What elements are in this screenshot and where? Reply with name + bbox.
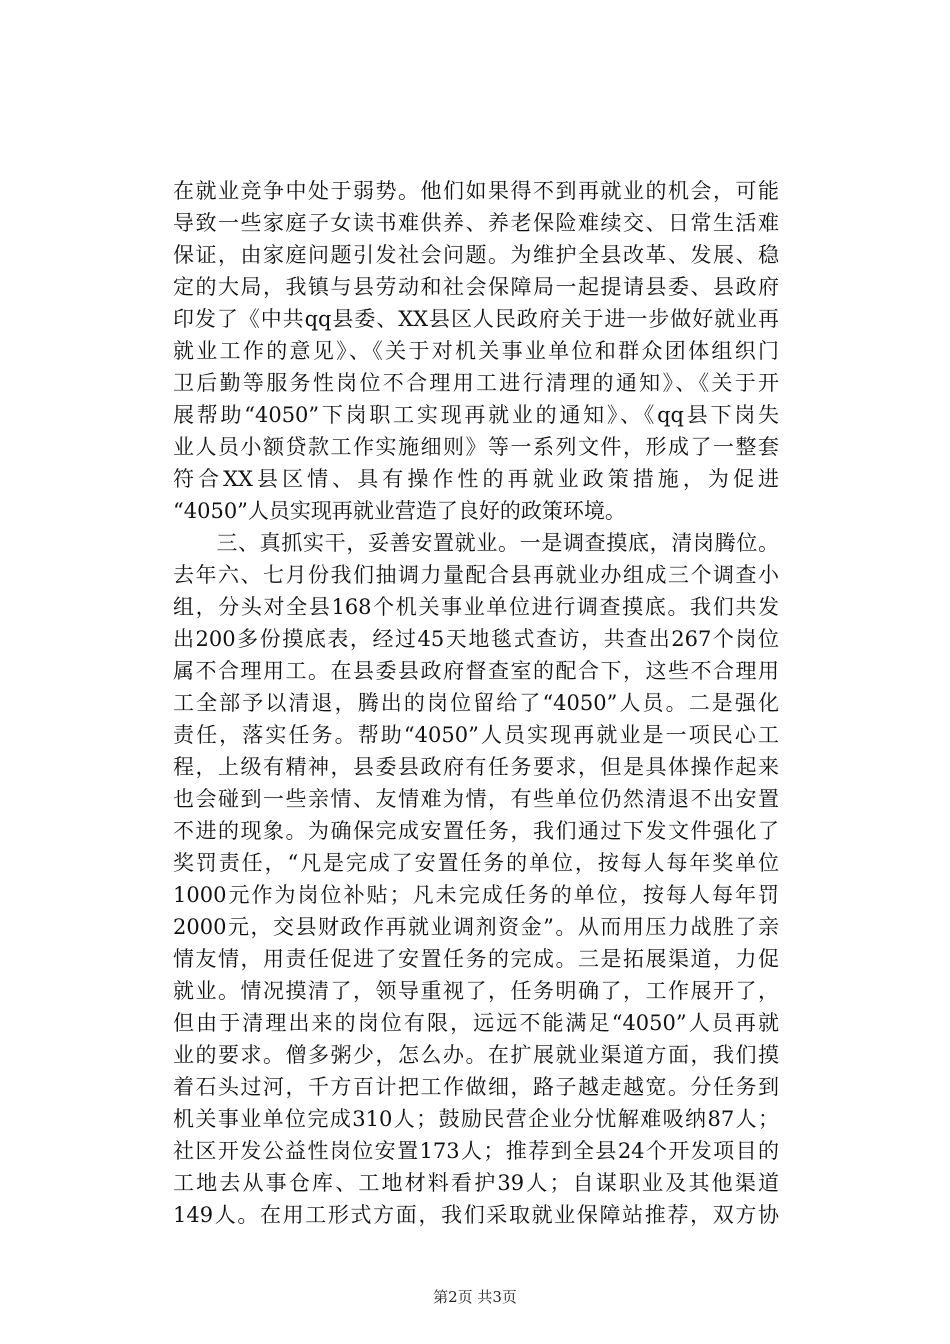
- text-line: 符合XX县区情、具有操作性的再就业政策措施，为促进: [173, 467, 779, 491]
- text-line: 属不合理用工。在县委县政府督查室的配合下，这些不合理用: [173, 659, 779, 683]
- text-line: 导致一些家庭子女读书难供养、养老保险难续交、日常生活难: [173, 211, 779, 235]
- text-line: 情友情，用责任促进了安置任务的完成。三是拓展渠道，力促: [173, 947, 779, 971]
- text-line: 1000元作为岗位补贴；凡未完成任务的单位，按每人每年罚: [173, 883, 779, 907]
- text-line: 展帮助“4050”下岗职工实现再就业的通知》、《qq县下岗失: [173, 403, 779, 427]
- text-line: 业人员小额贷款工作实施细则》等一系列文件，形成了一整套: [173, 435, 779, 459]
- text-line: 定的大局，我镇与县劳动和社会保障局一起提请县委、县政府: [173, 275, 779, 299]
- body-text: [173, 175, 779, 1231]
- text-line: 奖罚责任，“凡是完成了安置任务的单位，按每人每年奖单位: [173, 851, 779, 875]
- text-line: 不进的现象。为确保完成安置任务，我们通过下发文件强化了: [173, 819, 779, 843]
- text-line: 印发了《中共qq县委、XX县区人民政府关于进一步做好就业再: [173, 307, 779, 331]
- text-line: 程，上级有精神，县委县政府有任务要求，但是具体操作起来: [173, 755, 779, 779]
- text-line: 着石头过河，千方百计把工作做细，路子越走越宽。分任务到: [173, 1075, 779, 1099]
- text-line: 但由于清理出来的岗位有限，远远不能满足“4050”人员再就: [173, 1011, 779, 1035]
- text-line: 机关事业单位完成310人；鼓励民营企业分忧解难吸纳87人；: [173, 1107, 779, 1131]
- page-number-footer: 第2页 共3页: [433, 1288, 517, 1306]
- text-line: 在就业竞争中处于弱势。他们如果得不到再就业的机会，可能: [173, 179, 779, 203]
- text-line: 出200多份摸底表，经过45天地毯式查访，共查出267个岗位: [173, 627, 779, 651]
- paragraph-end-line: “4050”人员实现再就业营造了良好的政策环境。: [173, 499, 626, 523]
- text-line: 也会碰到一些亲情、友情难为情，有些单位仍然清退不出安置: [173, 787, 779, 811]
- text-line: 149人。在用工形式方面，我们采取就业保障站推荐，双方协: [173, 1203, 779, 1227]
- section-heading-line: 三、真抓实干，妥善安置就业。一是调查摸底，清岗腾位。: [173, 531, 779, 555]
- text-line: 业的要求。僧多粥少，怎么办。在扩展就业渠道方面，我们摸: [173, 1043, 779, 1067]
- text-line: 去年六、七月份我们抽调力量配合县再就业办组成三个调查小: [173, 563, 779, 587]
- text-line: 组，分头对全县168个机关事业单位进行调查摸底。我们共发: [173, 595, 779, 619]
- text-line: 2000元，交县财政作再就业调剂资金”。从而用压力战胜了亲: [173, 915, 779, 939]
- text-line: 社区开发公益性岗位安置173人；推荐到全县24个开发项目的: [173, 1139, 779, 1163]
- text-line: 工全部予以清退，腾出的岗位留给了“4050”人员。二是强化: [173, 691, 779, 715]
- text-line: 就业工作的意见》、《关于对机关事业单位和群众团体组织门: [173, 339, 779, 363]
- text-line: 保证，由家庭问题引发社会问题。为维护全县改革、发展、稳: [173, 243, 779, 267]
- text-line: 卫后勤等服务性岗位不合理用工进行清理的通知》、《关于开: [173, 371, 779, 395]
- text-line: 工地去从事仓库、工地材料看护39人；自谋职业及其他渠道: [173, 1171, 779, 1195]
- text-line: 就业。情况摸清了，领导重视了，任务明确了，工作展开了，: [173, 979, 779, 1003]
- text-line: 责任，落实任务。帮助“4050”人员实现再就业是一项民心工: [173, 723, 779, 747]
